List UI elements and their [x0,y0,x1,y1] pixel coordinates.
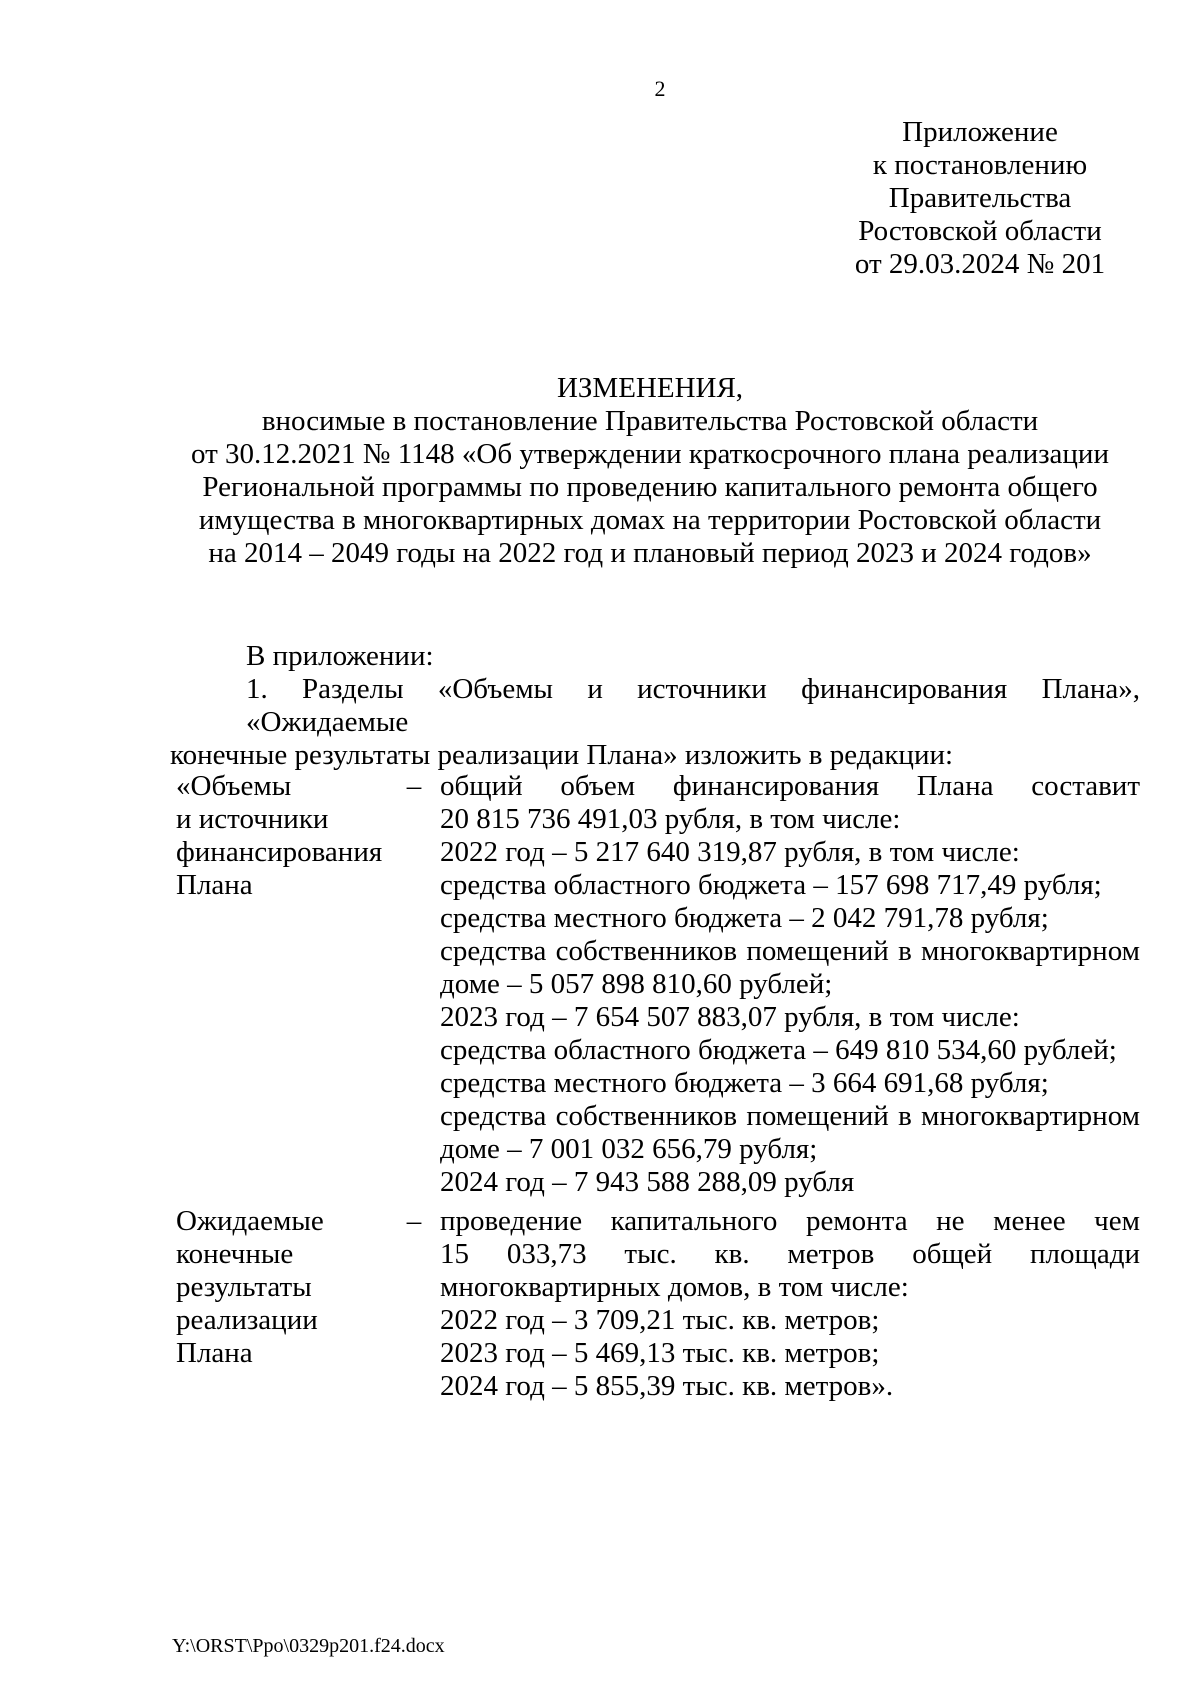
body-line: средства собственников помещений в многоквартирном [440,1100,1140,1132]
label-line: результаты [176,1271,312,1303]
label-line: финансирования [176,836,383,868]
label-line: «Объемы [176,770,292,802]
body-line: средства местного бюджета – 3 664 691,68 рубля; [440,1067,1049,1099]
intro-line: 1. Разделы «Объемы и источники финансирования Плана», «Ожидаемые [246,673,1140,738]
intro-line: конечные результаты реализации Плана» изложить в редакции: [170,739,954,771]
body-line: 2023 год – 7 654 507 883,07 рубля, в том числе: [440,1001,1020,1033]
body-line: 2023 год – 5 469,13 тыс. кв. метров; [440,1337,880,1369]
body-line: многоквартирных домов, в том числе: [440,1271,909,1303]
intro-paragraph [170,640,1140,772]
title-line: на 2014 – 2049 годы на 2022 год и плановый период 2023 и 2024 годов» [208,537,1092,569]
title-line: вносимые в постановление Правительства Ростовской области [261,405,1039,437]
body-line: общий объем финансирования Плана составит [440,770,1140,802]
body-line: средства областного бюджета – 649 810 534,60 рублей; [440,1034,1117,1066]
footer-file-path: Y:\ORST\Ppo\0329p201.f24.docx [172,1635,445,1657]
appendix-line: Приложение [902,116,1058,148]
body-line: 2022 год – 3 709,21 тыс. кв. метров; [440,1304,880,1336]
appendix-line: к постановлению [872,149,1088,181]
appendix-line: от 29.03.2024 № 201 [854,248,1106,280]
body-line: доме – 7 001 032 656,79 рубля; [440,1133,818,1165]
intro-line: В приложении: [246,640,434,672]
appendix-line: Правительства [888,182,1072,214]
label-line: и источники [176,803,329,835]
document-title [160,372,1140,570]
body-line: доме – 5 057 898 810,60 рублей; [440,968,833,1000]
title-line: имущества в многоквартирных домах на территории Ростовской области [198,504,1102,536]
body-line: 2022 год – 5 217 640 319,87 рубля, в том числе: [440,836,1020,868]
body-line: 2024 год – 5 855,39 тыс. кв. метров». [440,1370,894,1402]
title-line: Региональной программы по проведению капитального ремонта общего [202,471,1098,503]
title-line: от 30.12.2021 № 1148 «Об утверждении краткосрочного плана реализации [191,438,1109,470]
body-line: средства собственников помещений в многоквартирном [440,935,1140,967]
body-line: средства местного бюджета – 2 042 791,78 рубля; [440,902,1049,934]
section-results-label [176,1205,396,1370]
body-line: 2024 год – 7 943 588 288,09 рубля [440,1166,855,1198]
label-line: реализации [176,1304,318,1336]
appendix-block [830,116,1130,281]
label-line: конечные [176,1238,294,1270]
body-line: проведение капитального ремонта не менее чем [440,1205,1140,1237]
body-line: 15 033,73 тыс. кв. метров общей площади [440,1238,1140,1270]
section-dash: – [406,770,422,802]
section-funding-body [440,770,1140,1199]
page-number: 2 [654,76,666,101]
label-line: Плана [176,869,253,901]
section-funding-label [176,770,396,902]
title-heading: ИЗМЕНЕНИЯ, [556,372,744,404]
body-line: 20 815 736 491,03 рубля, в том числе: [440,803,901,835]
label-line: Плана [176,1337,253,1369]
body-line: средства областного бюджета – 157 698 717,49 рубля; [440,869,1102,901]
section-results-body [440,1205,1140,1403]
section-dash: – [406,1205,422,1237]
label-line: Ожидаемые [176,1205,324,1237]
appendix-line: Ростовской области [858,215,1102,247]
